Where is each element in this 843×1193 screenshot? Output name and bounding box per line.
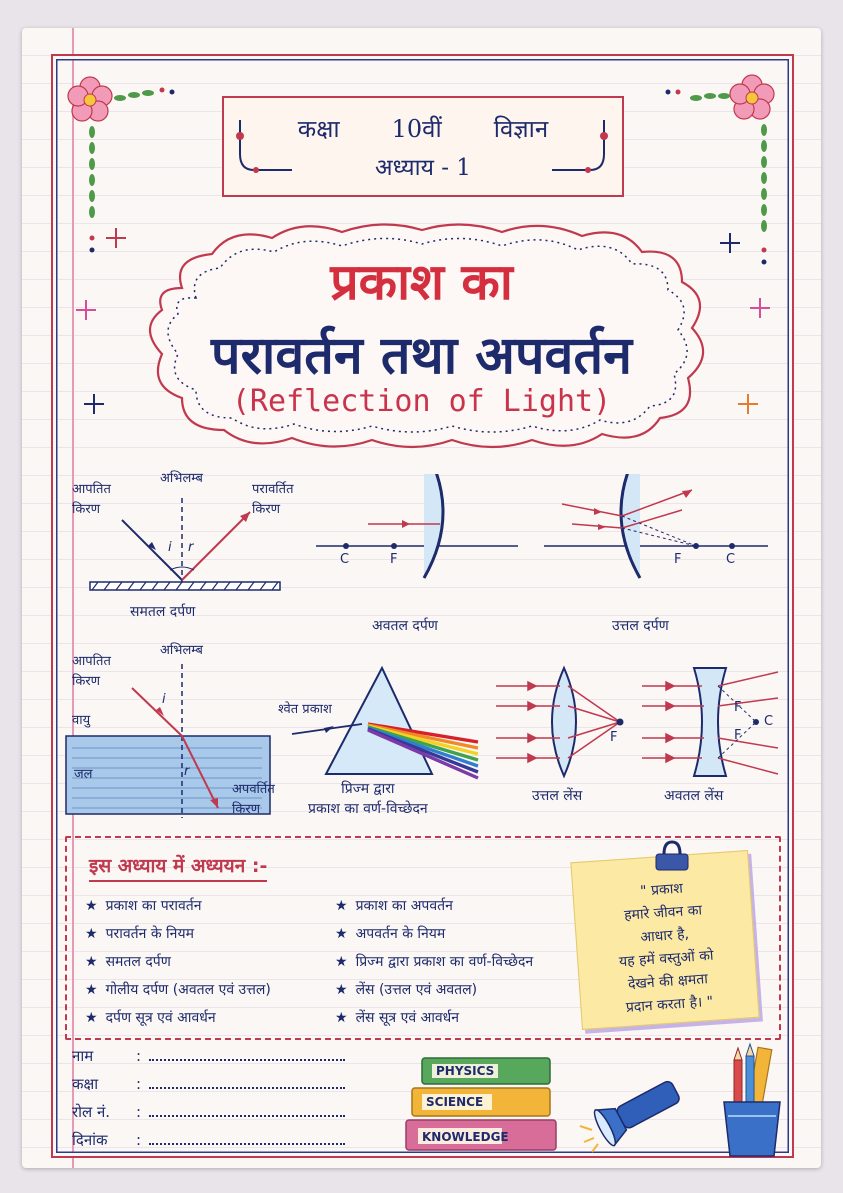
quote-text: " प्रकाश हमारे जीवन का आधार है, यह हमें वस्तुओं को देखने की क्षमता प्रदान करता है। ": [618, 880, 715, 1016]
pm-normal-label: अभिलम्ब: [160, 471, 203, 486]
cm-c-label: C: [340, 552, 350, 567]
subject-label: विज्ञान: [493, 115, 549, 143]
prism-diagram: [282, 660, 482, 790]
topic-item: ★ समतल दर्पण: [85, 954, 171, 970]
pm-angle-r: r: [188, 540, 194, 555]
topics-title: इस अध्याय में अध्ययन :-: [89, 852, 267, 882]
chapter-label: अध्याय - 1: [375, 155, 471, 181]
topic-item: ★ लेंस सूत्र एवं आवर्धन: [335, 1010, 460, 1026]
pm-reflected-label: परावर्तित किरण: [252, 482, 294, 517]
cm-f-label: F: [390, 552, 398, 567]
title-line-1: प्रकाश का: [330, 253, 513, 311]
concave-mirror-diagram: [312, 474, 522, 584]
rf-angle-r: r: [184, 764, 190, 779]
vm-c-label: C: [726, 552, 736, 567]
rf-incident-label: आपतित किरण: [72, 654, 111, 689]
rf-water-label: जल: [74, 767, 93, 782]
cvl-f-label: F: [610, 730, 618, 745]
title-line-2: परावर्तन तथा अपवर्तन: [211, 326, 632, 386]
binder-clip-icon: [652, 840, 692, 874]
book-stack-icon: [398, 1052, 568, 1162]
ccl-caption: अवतल लेंस: [664, 788, 724, 804]
book-label-science: SCIENCE: [426, 1095, 484, 1109]
book-label-knowledge: KNOWLEDGE: [422, 1130, 509, 1144]
date-field[interactable]: दिनांक :: [72, 1130, 345, 1150]
convex-lens-diagram: [492, 664, 632, 782]
ccl-f-label-bottom: F: [734, 728, 742, 743]
topic-item: ★ गोलीय दर्पण (अवतल एवं उत्तल): [85, 982, 271, 998]
rf-angle-i: i: [162, 692, 166, 707]
cm-caption: अवतल दर्पण: [372, 618, 438, 634]
pm-incident-label: आपतित किरण: [72, 482, 111, 517]
vm-f-label: F: [674, 552, 682, 567]
quote-note: [570, 850, 759, 1030]
name-field[interactable]: नाम :: [72, 1046, 345, 1066]
convex-mirror-diagram: [542, 474, 772, 584]
ccl-f-label-top: F: [734, 700, 742, 715]
class-field[interactable]: कक्षा :: [72, 1074, 345, 1094]
topic-item: ★ प्रकाश का अपवर्तन: [335, 898, 453, 914]
topic-item: ★ लेंस (उत्तल एवं अवतल): [335, 982, 478, 998]
pencil-cup-icon: [712, 1042, 792, 1162]
rf-refracted-label: अपवर्तित किरण: [232, 782, 275, 817]
topic-item: ★ परावर्तन के नियम: [85, 926, 194, 942]
topic-item: ★ प्रिज्म द्वारा प्रकाश का वर्ण-विच्छेदन: [335, 954, 534, 970]
header-swirl-right-icon: [542, 114, 612, 184]
flashlight-icon: [578, 1064, 698, 1154]
prism-caption: प्रिज्म द्वारा प्रकाश का वर्ण-विच्छेदन: [308, 781, 428, 817]
roll-no-field[interactable]: रोल नं. :: [72, 1102, 345, 1122]
prism-white-light-label: श्वेत प्रकाश: [278, 702, 332, 717]
title-line-3: (Reflection of Light): [231, 384, 612, 419]
class-value: 10वीं: [391, 115, 442, 143]
rf-normal-label: अभिलम्ब: [160, 643, 203, 658]
header-box: [222, 96, 624, 197]
notebook-page: [22, 28, 821, 1168]
book-label-physics: PHYSICS: [436, 1064, 495, 1078]
ccl-c-label: C: [764, 714, 774, 729]
topic-item: ★ प्रकाश का परावर्तन: [85, 898, 202, 914]
class-label: कक्षा: [297, 115, 340, 143]
cvl-caption: उत्तल लेंस: [532, 788, 583, 804]
header-swirl-left-icon: [232, 114, 302, 184]
pm-caption: समतल दर्पण: [130, 604, 196, 620]
topic-item: ★ अपवर्तन के नियम: [335, 926, 446, 942]
topic-item: ★ दर्पण सूत्र एवं आवर्धन: [85, 1010, 216, 1026]
vm-caption: उत्तल दर्पण: [612, 618, 669, 634]
rf-air-label: वायु: [72, 713, 91, 728]
pm-angle-i: i: [168, 540, 172, 555]
